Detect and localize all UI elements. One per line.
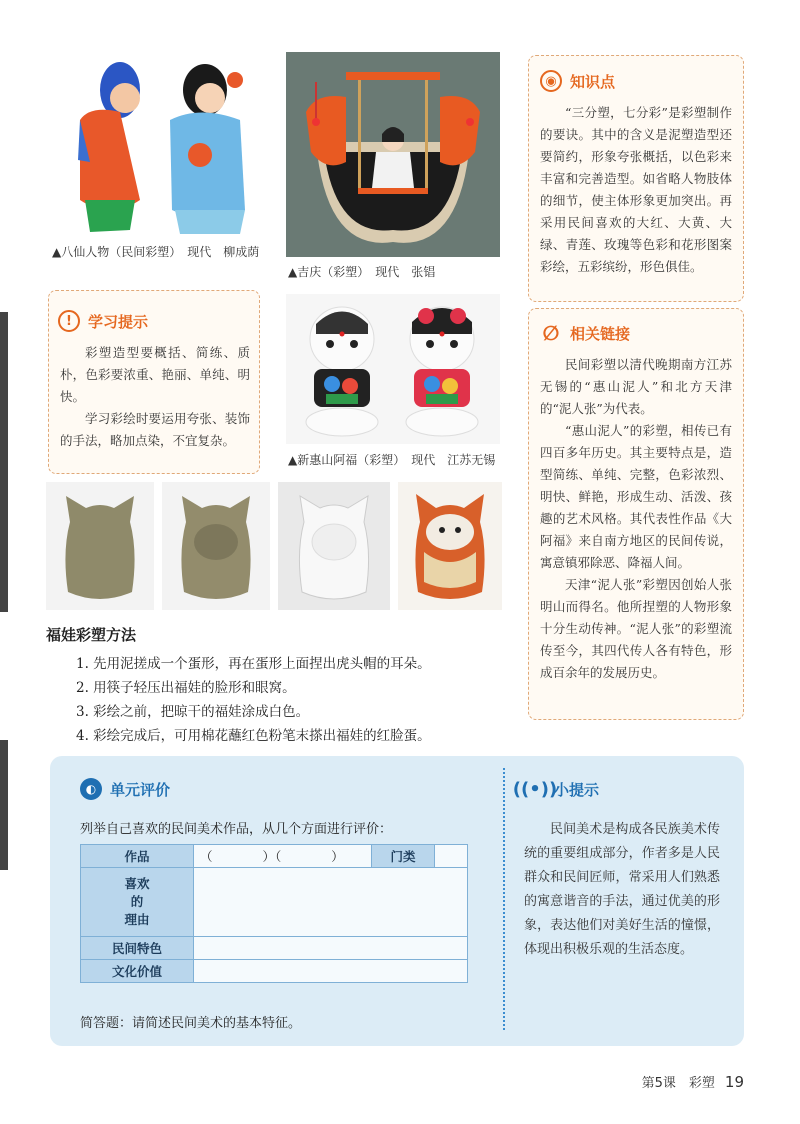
table-row [81,845,468,868]
row-header-culture: 文化价值 [81,960,194,983]
hint-title: ((•)) 小提示 [512,778,600,800]
links-title: ∅ 相关链接 [540,322,630,344]
process-photo-2 [162,482,270,610]
evaluation-title: ◐ 单元评价 [80,778,170,800]
evaluation-instruction: 列举自己喜欢的民间美术作品，从几个方面进行评价： [80,822,393,837]
caption-ahfu: ▲新惠山阿福（彩塑） 现代 江苏无锡 [288,453,496,467]
jiqing-photo [286,52,500,257]
links-text: 民间彩塑以清代晚期南方江苏无锡的“惠山泥人”和北方天津的“泥人张”为代表。 “惠山泥人”的彩塑，相传已有四百多年历史。其主要特点是，造型简练、单纯、完整，色彩浓烈、明快、鲜艳，形成生动、活泼、孩趣的艺术风格。其代表性作品《大阿福》来自南方地区的民间传说，寓意镇邪除恶、降福人间。 天津“泥人张”彩塑因创始人张明山而得名。他所捏塑的人物形象十分生动传神。“泥人张”的彩塑流传至今，其四代传人各有特色，形成百余年的发展历史。 [540,357,732,680]
category-input[interactable] [435,845,468,868]
knowledge-text: “三分塑，七分彩”是彩塑制作的要诀。其中的含义是泥塑造型还要简约，形象夸张概括，以色彩来丰富和完善造型。如省略人物肢体的细节，使主体形象更加突出。再采用民间喜欢的大红、大黄、大绿、青莲、玫瑰等色彩和花形图案彩绘，五彩缤纷，形色俱佳。 [540,105,732,274]
evaluation-question: 简答题：请简述民间美术的基本特征。 [80,1016,302,1031]
table-row [81,960,468,983]
lesson-label: 第5课 彩塑 [641,1076,715,1091]
page-number: 19 [724,1073,744,1091]
work-input[interactable]: （ ）（ ） [194,845,372,868]
hint-text: 民间美术是构成各民族美术传统的重要组成部分，作者多是人民群众和民间匠师，常采用人们熟悉的寓意谐音的手法，通过优美的形象，表达他们对美好生活的憧憬，体现出积极乐观的生活态度。 [524,822,720,957]
table-row [81,868,468,937]
evaluation-table [80,844,468,983]
baxian-figures-photo [50,50,275,240]
method-step: 2. 用筷子轻压出福娃的脸形和眼窝。 [76,680,296,696]
row-header-category: 门类 [372,845,435,868]
panel-divider [503,768,505,1030]
exclamation-icon: ! [58,310,80,332]
target-icon: ◉ [540,70,562,92]
method-step: 1. 先用泥搓成一个蛋形，再在蛋形上面捏出虎头帽的耳朵。 [76,656,431,672]
method-steps [76,652,431,748]
row-header-feature: 民间特色 [81,937,194,960]
globe-icon: ◐ [80,778,102,800]
culture-input[interactable] [194,960,468,983]
study-tips-title: ! 学习提示 [58,310,148,332]
knowledge-title: ◉ 知识点 [540,70,615,92]
method-title: 福娃彩塑方法 [46,626,137,644]
method-step: 3. 彩绘之前，把晾干的福娃涂成白色。 [76,704,310,720]
process-photo-4 [398,482,502,610]
feature-input[interactable] [194,937,468,960]
process-photo-3 [278,482,390,610]
link-icon: ∅ [542,321,560,345]
table-row [81,937,468,960]
row-header-work: 作品 [81,845,194,868]
caption-jiqing: ▲吉庆（彩塑） 现代 张锠 [288,265,436,279]
ahfu-photo [286,294,500,444]
binding-mark [0,312,8,612]
page-footer [642,1072,744,1091]
caption-baxian: ▲八仙人物（民间彩塑） 现代 柳成荫 [52,245,260,259]
row-header-reason: 喜欢 的 理由 [81,868,194,937]
reason-input[interactable] [194,868,468,937]
method-step: 4. 彩绘完成后，可用棉花蘸红色粉笔末搽出福娃的红脸蛋。 [76,728,431,744]
study-tips-text: 彩塑造型要概括、简练、质朴，色彩要浓重、艳丽、单纯、明快。 学习彩绘时要运用夸张、装饰的手法，略加点染，不宜复杂。 [60,345,250,448]
binding-mark [0,740,8,870]
process-photo-1 [46,482,154,610]
signal-person-icon: ((•)) [512,778,558,800]
